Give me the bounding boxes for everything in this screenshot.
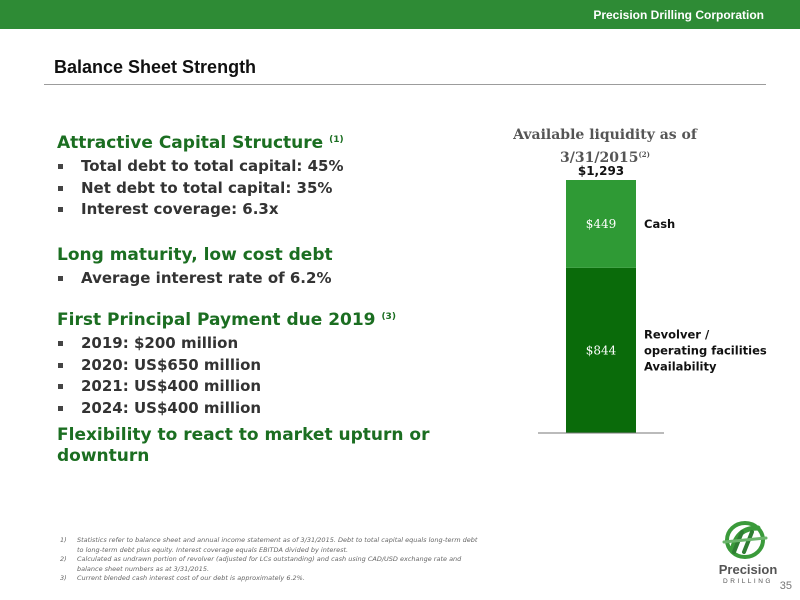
bullet-item: Net debt to total capital: 35% [57,178,437,200]
bullet-square-icon [58,186,63,191]
page-number: 35 [779,580,792,592]
bullet-square-icon [58,384,63,389]
bullet-item: 2020: US$650 million [57,355,437,377]
legend-label-revolver: Revolver / operating facilities Availability [644,327,767,374]
bullet-item: 2024: US$400 million [57,398,437,420]
data-label: $449 [585,216,617,231]
bullet-square-icon [58,406,63,411]
left-content [57,130,437,467]
footnote: 3) Current blended cash interest cost of our debt is approximately 6.2%. [60,574,305,582]
footnote: 2) Calculated as undrawn portion of revolver (adjusted for LCs outstanding) and cash using CAD/USD exchange rate and balance sheet numbers as at 3/31/2015. [60,555,462,573]
bullet-list-long-maturity [57,268,437,290]
bullet-item: Average interest rate of 6.2% [57,268,437,290]
bullet-square-icon [58,164,63,169]
bullet-item: 2021: US$400 million [57,376,437,398]
company-name: Precision Drilling Corporation [593,8,764,22]
logo-text-drilling: DRILLING [723,578,773,585]
section-heading-principal-payment: First Principal Payment due 2019 $^{(3)}$ [57,310,396,330]
bullet-square-icon [58,207,63,212]
footnote: 1) Statistics refer to balance sheet and annual income statement as of 3/31/2015. Debt to total capital equals long-term debt to long-term debt plus equity. Interest coverage equals EBITDA divided by interest. [60,536,478,554]
bullet-square-icon [58,276,63,281]
section-heading-long-maturity: Long maturity, low cost debt [57,244,333,265]
section-heading-flexibility: Flexibility to react to market upturn or downturn [57,425,430,466]
bullet-square-icon [58,363,63,368]
data-label: $844 [585,343,617,358]
logo-text-precision: Precision [718,562,778,577]
total-label: $1,293 [577,164,625,178]
liquidity-chart [520,160,790,445]
header-bar [0,0,800,29]
chart-title: Available liquidity as of 3/31/2015$^{(2)}$ [513,127,697,166]
title-divider [44,84,766,85]
bullet-list-principal-payment [57,333,437,419]
section-heading-capital-structure: Attractive Capital Structure $^{(1)}$ [57,133,344,153]
bullet-list-capital-structure [57,156,437,221]
precision-drilling-logo-icon [714,520,776,564]
legend-label-cash: Cash [644,216,676,231]
bullet-square-icon [58,341,63,346]
bullet-item: 2019: $200 million [57,333,437,355]
footnotes [60,536,480,584]
bullet-item: Total debt to total capital: 45% [57,156,437,178]
bullet-item: Interest coverage: 6.3x [57,199,437,221]
page-title: Balance Sheet Strength [54,57,257,77]
